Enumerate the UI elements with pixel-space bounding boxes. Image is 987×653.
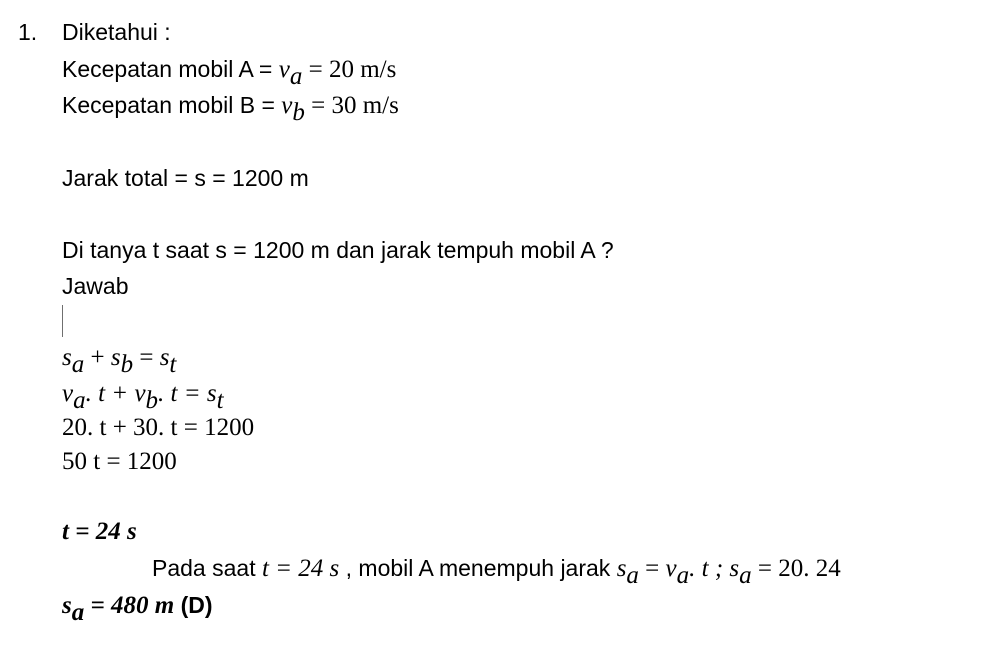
equation-3: 20. t + 30. t = 1200	[62, 414, 255, 441]
eq2-c: s	[206, 380, 217, 407]
eq1-a-sub: a	[71, 351, 85, 378]
note-mid: , mobil A menempuh jarak	[339, 555, 617, 581]
eq2-dot-t2: . t =	[158, 380, 207, 407]
line-speed-b	[62, 90, 399, 126]
result-time: t = 24 s	[62, 518, 137, 545]
question-line: Di tanya t saat s = 1200 m dan jarak tempuh mobil A ?	[62, 237, 614, 263]
equation-1	[62, 343, 177, 378]
eq2-b: v	[134, 380, 146, 407]
speed-b-prefix: Kecepatan mobil B =	[62, 92, 282, 118]
note-sa2: s	[729, 555, 740, 582]
eq2-b-sub: b	[145, 387, 159, 414]
eq1-c-sub: t	[169, 351, 177, 378]
diketahui-label: Diketahui :	[62, 19, 171, 45]
note-va: v	[665, 555, 677, 582]
note-va-sub: a	[676, 562, 690, 589]
eq1-eq: =	[133, 344, 160, 371]
result-sa-value: = 480 m	[84, 592, 175, 619]
equation-4: 50 t = 1200	[62, 448, 177, 475]
eq1-a: s	[62, 344, 72, 371]
result-sa-var: s	[62, 592, 72, 619]
line-total-distance: Jarak total = s = 1200 m	[62, 165, 309, 191]
eq1-b-sub: b	[120, 351, 134, 378]
note-t-expr: t = 24 s	[261, 555, 340, 582]
note-line	[152, 553, 841, 589]
note-eq: =	[638, 555, 666, 582]
speed-b-var: v	[281, 92, 293, 119]
note-sa2-sub: a	[739, 562, 752, 589]
eq1-plus: +	[84, 344, 111, 371]
result-sa-tag: (D)	[174, 592, 213, 618]
item-number: 1.	[18, 19, 38, 45]
eq2-dot-t1: . t +	[85, 380, 135, 407]
line-speed-a	[62, 54, 397, 90]
speed-a-sub: a	[289, 63, 303, 90]
note-dot-t: . t ;	[689, 555, 730, 582]
speed-a-var: v	[278, 56, 290, 83]
result-sa-sub: a	[71, 599, 85, 626]
result-distance	[62, 590, 213, 626]
eq2-a: v	[62, 380, 74, 407]
answer-label: Jawab	[62, 273, 129, 299]
note-sa-sub: a	[626, 562, 639, 589]
eq2-a-sub: a	[73, 387, 86, 414]
note-pre: Pada saat	[152, 555, 262, 581]
eq1-c: s	[159, 344, 170, 371]
speed-b-sub: b	[292, 99, 305, 126]
eq2-c-sub: t	[216, 387, 224, 414]
eq1-b: s	[110, 344, 121, 371]
note-sa: s	[616, 555, 627, 582]
speed-a-prefix: Kecepatan mobil A =	[62, 56, 279, 82]
text-cursor	[62, 305, 63, 337]
note-value: = 20. 24	[751, 555, 841, 582]
speed-b-value: = 30 m/s	[304, 92, 399, 119]
equation-2	[62, 379, 224, 414]
speed-a-value: = 20 m/s	[302, 56, 397, 83]
